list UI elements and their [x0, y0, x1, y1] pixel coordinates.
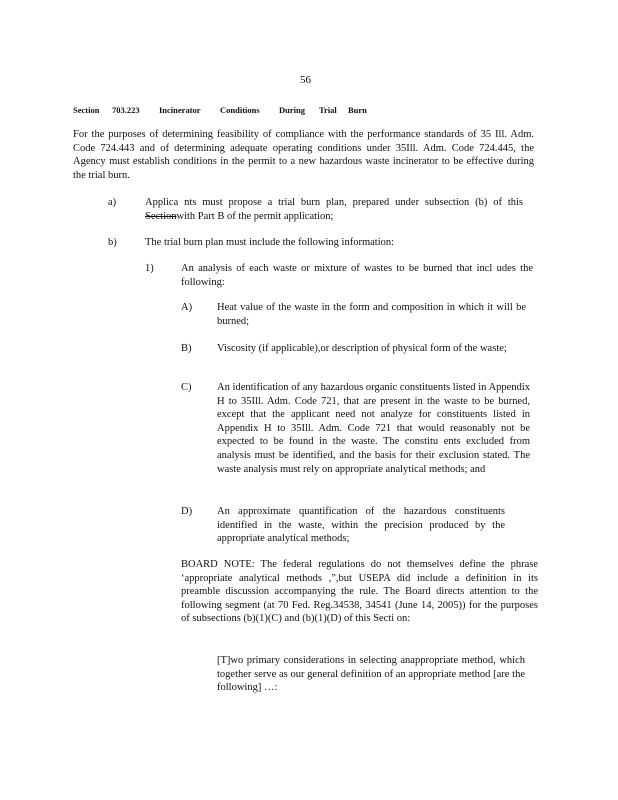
section-heading: [73, 104, 473, 116]
item-b-label: B): [181, 343, 192, 354]
quote-block: [T]wo primary considerations in selecting anappropriate method, which together serve as our general definition of an appropriate method [are the following] …:: [217, 655, 525, 694]
heading-word-5: Burn: [348, 105, 367, 115]
struck-word: Section: [145, 210, 177, 222]
subsection-b1-label: 1): [145, 263, 154, 274]
subsection-b-label: b): [108, 237, 117, 248]
page-number: 56: [300, 74, 311, 86]
board-note: BOARD NOTE: The federal regulations do not themselves define the phrase ‘appropriate analytical methods ,”,but USEPA did include a definition in its preamble discussion accompanying the rule. The Board directs attention to the following segment (at 70 Fed. Reg.34538, 34541 (June 14, 2005)) for the purposes of subsections (b)(1)(C) and (b)(1)(D) of this Secti on:: [181, 559, 538, 625]
subsection-b-text: The trial burn plan must include the following information:: [145, 237, 395, 248]
item-d-label: D): [181, 506, 193, 517]
subsection-a-text-after: with Part B of the permit application;: [176, 210, 334, 222]
item-a-label: A): [181, 302, 193, 313]
heading-number: 703.223: [112, 105, 140, 115]
subsection-a-text-before: Applica nts must propose a trial burn plan, prepared under subsection (b) of this: [145, 197, 523, 208]
intro-paragraph: For the purposes of determining feasibility of compliance with the performance standards of 35 Ill. Adm. Code 724.443 and of determining adequate operating conditions under 35Ill. Adm. Code 724.445, the Agency must establish conditions in the permit to a new hazardous waste incinerator to be effective during the trial burn.: [73, 129, 534, 181]
heading-word-1: Incinerator: [159, 105, 201, 115]
subsection-b1-text: An analysis of each waste or mixture of wastes to be burned that incl udes the following:: [181, 263, 533, 288]
subsection-a-text: [145, 196, 523, 223]
item-c-text: An identification of any hazardous organic constituents listed in Appendix H to 35Ill. Adm. Code 721, that are present in the waste to be burned, except that the applicant need not analyze for constituents listed in Appendix H to 35Ill. Adm. Code 721 that would reasonably not be expected to be found in the waste. The constitu ents excluded from analysis must be identified, and the basis for their exclusion stated. The waste analysis must rely on appropriate analytical methods; and: [217, 382, 530, 475]
heading-word-3: During: [279, 105, 305, 115]
heading-section: Section: [73, 105, 100, 115]
item-d-text: An approximate quantification of the hazardous constituents identified in the waste, within the precision produced by the appropriate analytical methods;: [217, 506, 505, 545]
heading-word-4: Trial: [319, 105, 337, 115]
heading-word-2: Conditions: [220, 105, 260, 115]
subsection-a-label: a): [108, 197, 117, 208]
item-c-label: C): [181, 382, 192, 393]
item-b-text: Viscosity (if applicable),or description of physical form of the waste;: [217, 343, 507, 354]
item-a-text: Heat value of the waste in the form and composition in which it will be burned;: [217, 302, 526, 327]
